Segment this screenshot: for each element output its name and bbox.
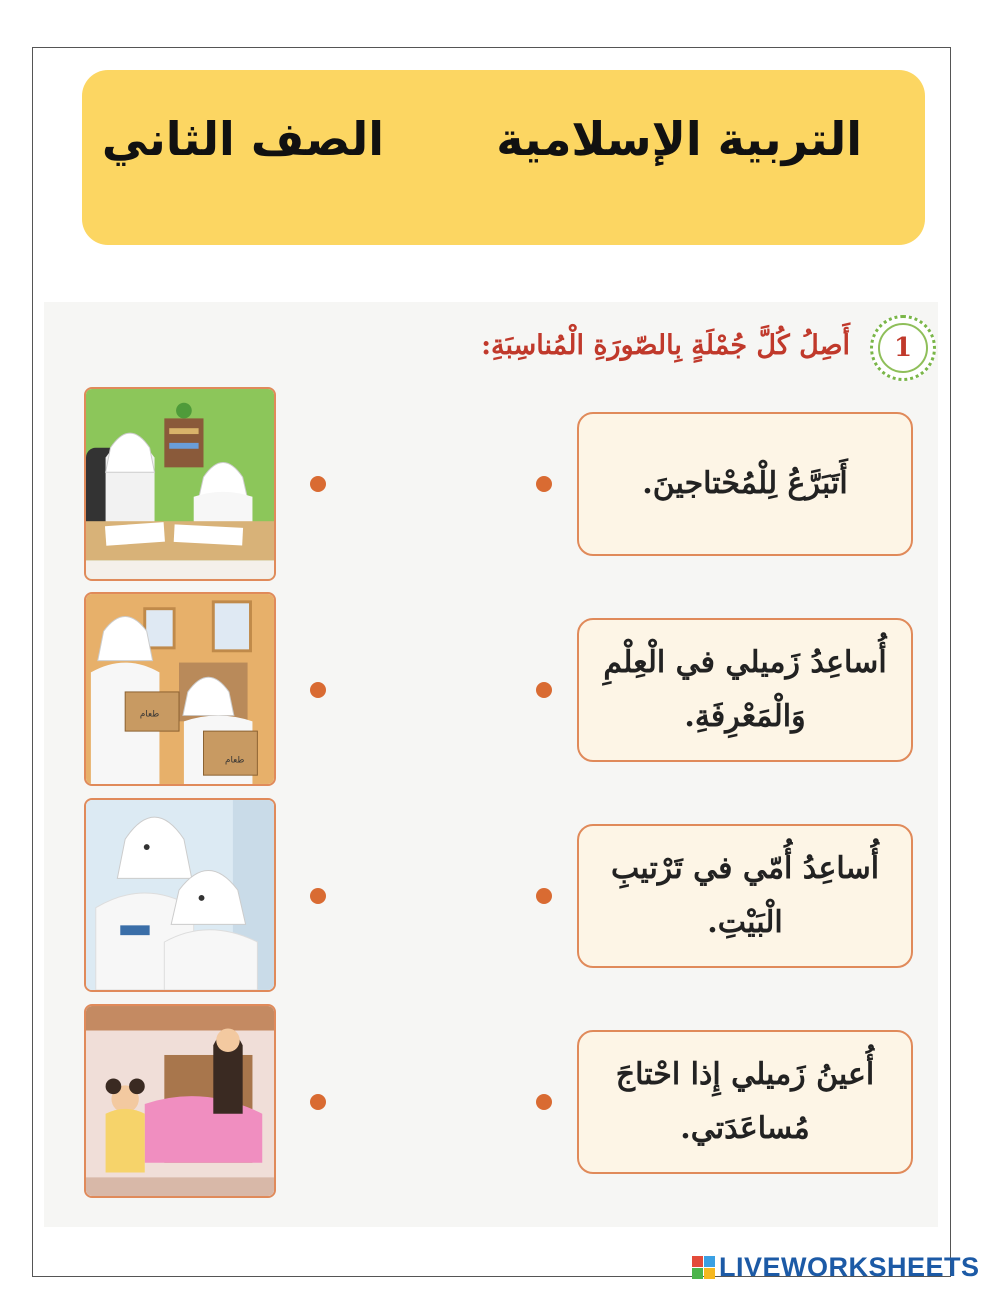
- box-label: طعام: [139, 709, 160, 720]
- sentence-match-dot-3[interactable]: [536, 888, 552, 904]
- sentence-match-dot-4[interactable]: [536, 1094, 552, 1110]
- liveworksheets-logo[interactable]: [692, 1252, 980, 1283]
- picture-match-dot-1[interactable]: [310, 476, 326, 492]
- father-son-donation-boxes-image: [84, 592, 276, 786]
- sentence-match-dot-1[interactable]: [536, 476, 552, 492]
- mother-daughter-bedroom-image: [84, 1004, 276, 1198]
- question-number: 1: [878, 323, 928, 373]
- father-son-studying-image: [84, 387, 276, 581]
- picture-match-dot-3[interactable]: [310, 888, 326, 904]
- picture-match-dot-4[interactable]: [310, 1094, 326, 1110]
- sentence-match-dot-2[interactable]: [536, 682, 552, 698]
- sentence-card-1: أَتَبَرَّعُ لِلْمُحْتاجينَ.: [577, 412, 913, 556]
- sentence-card-4: أُعينُ زَميلي إِذا احْتاجَ مُساعَدَتي.: [577, 1030, 913, 1174]
- question-number-badge: [870, 315, 936, 381]
- subject-title: التربية الإسلامية: [496, 112, 862, 166]
- boys-helping-image: [84, 798, 276, 992]
- sentence-card-2: أُساعِدُ زَميلي في الْعِلْمِ وَالْمَعْرِفَةِ.: [577, 618, 913, 762]
- picture-match-dot-2[interactable]: [310, 682, 326, 698]
- grade-title: الصف الثاني: [101, 112, 384, 166]
- sentence-card-3: أُساعِدُ أُمّي في تَرْتيبِ الْبَيْتِ.: [577, 824, 913, 968]
- exercise-instruction: أَصِلُ كُلَّ جُمْلَةٍ بِالصّورَةِ الْمُناسِبَةِ:: [481, 330, 850, 361]
- logo-text: LIVEWORKSHEETS: [719, 1252, 980, 1282]
- liveworksheets-mark-icon: [692, 1256, 716, 1280]
- box-label: طعام: [225, 755, 245, 766]
